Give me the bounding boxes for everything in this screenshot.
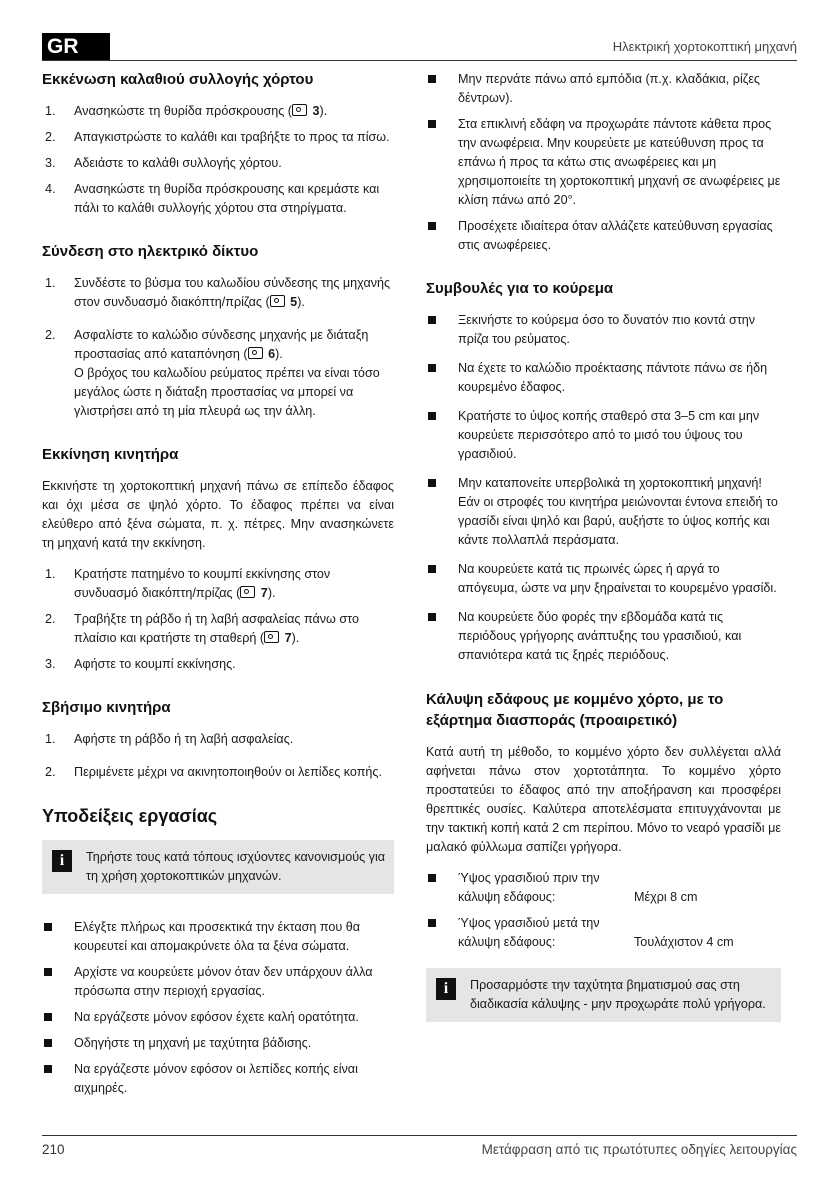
list-item xyxy=(42,128,394,147)
list-item xyxy=(42,655,394,674)
bullet-icon xyxy=(428,613,436,621)
figure-ref-icon xyxy=(248,347,263,359)
figure-ref: 5 xyxy=(290,295,298,309)
mulching-specs xyxy=(426,869,781,952)
bullet-text: Στα επικλινή εδάφη να προχωράτε πάντοτε κάθετα προς την ανωφέρεια. Μην κουρεύετε με κατεύθυνση προς τα επάνω ή προς τα κάτω στις ανωφέρειες και μη χρησιμοποιείτε τη χορτοκοπτική μηχανή σε ανωφέρειες με κλίση πάνω από 20°. xyxy=(458,117,781,207)
step-number: 1. xyxy=(45,104,56,118)
spec-value: Τουλάχιστον 4 cm xyxy=(634,935,734,949)
list-item xyxy=(426,115,781,210)
list-item xyxy=(42,730,394,749)
list-item xyxy=(426,407,781,464)
section-empty-bag xyxy=(42,70,394,218)
figure-ref: 7 xyxy=(284,631,292,645)
list-item xyxy=(426,70,781,108)
list-item xyxy=(426,608,781,665)
bullet-icon xyxy=(428,316,436,324)
bullet-text: Κρατήστε το ύψος κοπής σταθερό στα 3–5 cm και μην κουρεύετε περισσότερο από το μισό του ύψους του γρασιδιού. xyxy=(458,409,760,461)
bullet-text: Αρχίστε να κουρεύετε μόνον όταν δεν υπάρχουν άλλα πρόσωπα στην περιοχή εργασίας. xyxy=(74,965,373,998)
list-item xyxy=(426,217,781,255)
step-text: Ανασηκώστε τη θυρίδα πρόσκρουσης και κρεμάστε και πάλι το καλάθι συλλογής χόρτου στα στηρίγματα. xyxy=(74,182,380,215)
step-tail: ). xyxy=(291,631,300,645)
figure-ref-icon xyxy=(264,631,279,643)
list-item xyxy=(426,474,781,550)
bullet-text: Ξεκινήστε το κούρεμα όσο το δυνατόν πιο κοντά στην πρίζα του ρεύματος. xyxy=(458,313,756,346)
spec-label: κάλυψη εδάφους: xyxy=(458,890,556,904)
start-intro: Εκκινήστε τη χορτοκοπτική μηχανή πάνω σε επίπεδο έδαφος και όχι μέσα σε ψηλό χόρτο. Το έδαφος πρέπει να είναι ελεύθερο από ξένα σώματα, π. χ. πέτρες. Μην ανασηκώνετε τη μηχανή κατά την εκκίνηση. xyxy=(42,479,394,550)
list-item xyxy=(42,1060,394,1098)
bullet-icon xyxy=(428,479,436,487)
step-text: Αδειάστε το καλάθι συλλογής χόρτου. xyxy=(74,156,282,170)
bullet-text: Να κουρεύετε δύο φορές την εβδομάδα κατά τις περιόδους γρήγορης ανάπτυξης του γρασιδιού, και σπανιότερα κατά τις ξηρές περιόδους. xyxy=(458,610,742,662)
figure-ref: 7 xyxy=(260,586,268,600)
info-icon: i xyxy=(436,978,456,1000)
figure-ref-icon xyxy=(240,586,255,598)
bullet-icon xyxy=(428,364,436,372)
list-item xyxy=(426,560,781,598)
list-item xyxy=(426,869,781,907)
footer-text: Μετάφραση από τις πρωτότυπες οδηγίες λειτουργίας xyxy=(481,1142,797,1157)
footer-divider xyxy=(42,1135,797,1136)
spec-label: Ύψος γρασιδιού πριν την xyxy=(458,871,600,885)
step-number: 2. xyxy=(45,328,56,342)
section-stop-engine xyxy=(42,698,394,782)
empty-bag-steps xyxy=(42,102,394,218)
stop-steps xyxy=(42,730,394,782)
page-number: 210 xyxy=(42,1142,65,1157)
list-item xyxy=(426,359,781,397)
list-item xyxy=(42,274,394,312)
step-number: 1. xyxy=(45,567,56,581)
work-bullets xyxy=(42,918,394,1098)
right-column xyxy=(426,70,781,1046)
figure-ref: 3 xyxy=(312,104,320,118)
bullet-text: Ελέγξτε πλήρως και προσεκτικά την έκταση που θα κουρευτεί και απομακρύνετε όλα τα ξένα σώματα. xyxy=(74,920,361,953)
bullet-icon xyxy=(44,1065,52,1073)
heading-empty-bag: Εκκένωση καλαθιού συλλογής χόρτου xyxy=(42,71,314,88)
list-item xyxy=(42,763,394,782)
step-tail: ). xyxy=(275,347,283,361)
step-text: Απαγκιστρώστε το καλάθι και τραβήξτε το προς τα πίσω. xyxy=(74,130,390,144)
header-title: Ηλεκτρική χορτοκοπτική μηχανή xyxy=(612,39,797,54)
left-column xyxy=(42,70,394,1105)
figure-ref: 6 xyxy=(268,347,276,361)
step-number: 3. xyxy=(45,156,56,170)
bullet-icon xyxy=(428,75,436,83)
bullet-icon xyxy=(44,1039,52,1047)
bullet-icon xyxy=(44,923,52,931)
step-text: Τραβήξτε τη ράβδο ή τη λαβή ασφαλείας πάνω στο πλαίσιο και κρατήστε τη σταθερή ( xyxy=(74,612,359,645)
spec-label: κάλυψη εδάφους: xyxy=(458,935,556,949)
list-item xyxy=(42,565,394,603)
step-number: 2. xyxy=(45,130,56,144)
step-note: Ο βρόχος του καλωδίου ρεύματος πρέπει να είναι τόσο μεγάλος ώστε η διάταξη προστασίας να μπορεί να γλιστρήσει από τη μία πλευρά ως την άλλη. xyxy=(74,366,380,418)
language-badge: GR xyxy=(42,33,110,60)
heading-mowing-tips: Συμβουλές για το κούρεμα xyxy=(426,280,614,297)
heading-power: Σύνδεση στο ηλεκτρικό δίκτυο xyxy=(42,243,259,260)
step-text: Κρατήστε πατημένο το κουμπί εκκίνησης στον συνδυασμό διακόπτη/πρίζας ( xyxy=(74,567,331,600)
header-divider xyxy=(42,60,797,61)
step-number: 2. xyxy=(45,765,56,779)
bullet-text: Να έχετε το καλώδιο προέκτασης πάντοτε πάνω σε ήδη κουρεμένο έδαφος. xyxy=(458,361,768,394)
bullet-icon xyxy=(428,222,436,230)
heading-stop-engine: Σβήσιμο κινητήρα xyxy=(42,699,171,716)
bullet-text: Οδηγήστε τη μηχανή με ταχύτητα βάδισης. xyxy=(74,1036,312,1050)
section-mulching xyxy=(426,689,781,1022)
section-start-engine xyxy=(42,445,394,674)
section-mowing-tips xyxy=(426,279,781,665)
step-tail: ). xyxy=(297,295,305,309)
step-number: 2. xyxy=(45,612,56,626)
spec-label: Ύψος γρασιδιού μετά την xyxy=(458,916,600,930)
list-item xyxy=(42,180,394,218)
info-box xyxy=(42,840,394,894)
step-number: 3. xyxy=(45,657,56,671)
list-item xyxy=(42,918,394,956)
bullet-text: Να εργάζεστε μόνον εφόσον οι λεπίδες κοπής είναι αιχμηρές. xyxy=(74,1062,358,1095)
work-bullets-continued xyxy=(426,70,781,255)
info-icon: i xyxy=(52,850,72,872)
bullet-icon xyxy=(428,565,436,573)
step-text: Αφήστε το κουμπί εκκίνησης. xyxy=(74,657,236,671)
list-item xyxy=(426,311,781,349)
bullet-icon xyxy=(44,968,52,976)
bullet-icon xyxy=(428,412,436,420)
heading-start-engine: Εκκίνηση κινητήρα xyxy=(42,446,179,463)
list-item xyxy=(42,1034,394,1053)
figure-ref-icon xyxy=(270,295,285,307)
tips-bullets xyxy=(426,311,781,665)
spec-value: Μέχρι 8 cm xyxy=(634,890,698,904)
step-text: Ασφαλίστε το καλώδιο σύνδεσης μηχανής με διάταξη προστασίας από καταπόνηση ( xyxy=(74,328,369,361)
bullet-icon xyxy=(428,120,436,128)
list-item xyxy=(42,963,394,1001)
list-item xyxy=(42,154,394,173)
mulching-text: Κατά αυτή τη μέθοδο, το κομμένο χόρτο δεν συλλέγεται αλλά αφήνεται πάνω στον χορτοτάπητα. Το κομμένο χόρτο προστατεύει το έδαφος από την αποξήρανση και προσφέρει θρεπτικές ουσίες. Καλύτερα αποτελέσματα επιτυγχάνονται με την τακτική κοπή κατά 2 cm περίπου. Μόνο το νεαρό γρασίδι με μαλακό φύλλωμα σαπίζει γρήγορα. xyxy=(426,745,781,854)
list-item xyxy=(426,914,781,952)
step-number: 1. xyxy=(45,276,56,290)
heading-mulching: Κάλυψη εδάφους με κομμένο χόρτο, με το εξάρτημα διασποράς (προαιρετικό) xyxy=(426,691,724,729)
step-text: Ανασηκώστε τη θυρίδα πρόσκρουσης ( xyxy=(74,104,293,118)
bullet-text: Να κουρεύετε κατά τις πρωινές ώρες ή αργά το απόγευμα, ώστε να μην ξηραίνεται το κουρεμένο γρασίδι. xyxy=(458,562,777,595)
step-number: 1. xyxy=(45,732,56,746)
figure-ref-icon xyxy=(292,104,307,116)
section-work-hints xyxy=(42,806,394,1098)
info-text: Προσαρμόστε την ταχύτητα βηματισμού σας στη διαδικασία κάλυψης - μην προχωράτε πολύ γρήγορα. xyxy=(470,978,766,1011)
step-text: Περιμένετε μέχρι να ακινητοποιηθούν οι λεπίδες κοπής. xyxy=(74,765,382,779)
step-text: Συνδέστε το βύσμα του καλωδίου σύνδεσης της μηχανής στον συνδυασμό διακόπτη/πρίζας ( xyxy=(74,276,391,309)
bullet-icon xyxy=(428,874,436,882)
power-steps xyxy=(42,274,394,421)
bullet-text: Μην καταπονείτε υπερβολικά τη χορτοκοπτική μηχανή! Εάν οι στροφές του κινητήρα μειώνονται έντονα επειδή το γρασίδι είναι ψηλό και βαρύ, αυξήστε το ύψος κοπής και κάντε πολλαπλά περάσματα. xyxy=(458,476,778,547)
list-item xyxy=(42,102,394,121)
bullet-icon xyxy=(44,1013,52,1021)
bullet-text: Προσέχετε ιδιαίτερα όταν αλλάζετε κατεύθυνση εργασίας στις ανωφέρειες. xyxy=(458,219,773,252)
step-text: Αφήστε τη ράβδο ή τη λαβή ασφαλείας. xyxy=(74,732,294,746)
info-box xyxy=(426,968,781,1022)
info-text: Τηρήστε τους κατά τόπους ισχύοντες κανονισμούς για τη χρήση χορτοκοπτικών μηχανών. xyxy=(86,850,386,883)
bullet-text: Να εργάζεστε μόνον εφόσον έχετε καλή ορατότητα. xyxy=(74,1010,359,1024)
list-item xyxy=(42,1008,394,1027)
start-steps xyxy=(42,565,394,674)
bullet-icon xyxy=(428,919,436,927)
heading-work-hints: Υποδείξεις εργασίας xyxy=(42,806,218,826)
list-item xyxy=(42,610,394,648)
list-item xyxy=(42,326,394,421)
bullet-text: Μην περνάτε πάνω από εμπόδια (π.χ. κλαδάκια, ρίζες δέντρων). xyxy=(458,72,761,105)
step-tail: ). xyxy=(319,104,328,118)
step-tail: ). xyxy=(267,586,276,600)
step-number: 4. xyxy=(45,182,56,196)
section-power xyxy=(42,242,394,421)
